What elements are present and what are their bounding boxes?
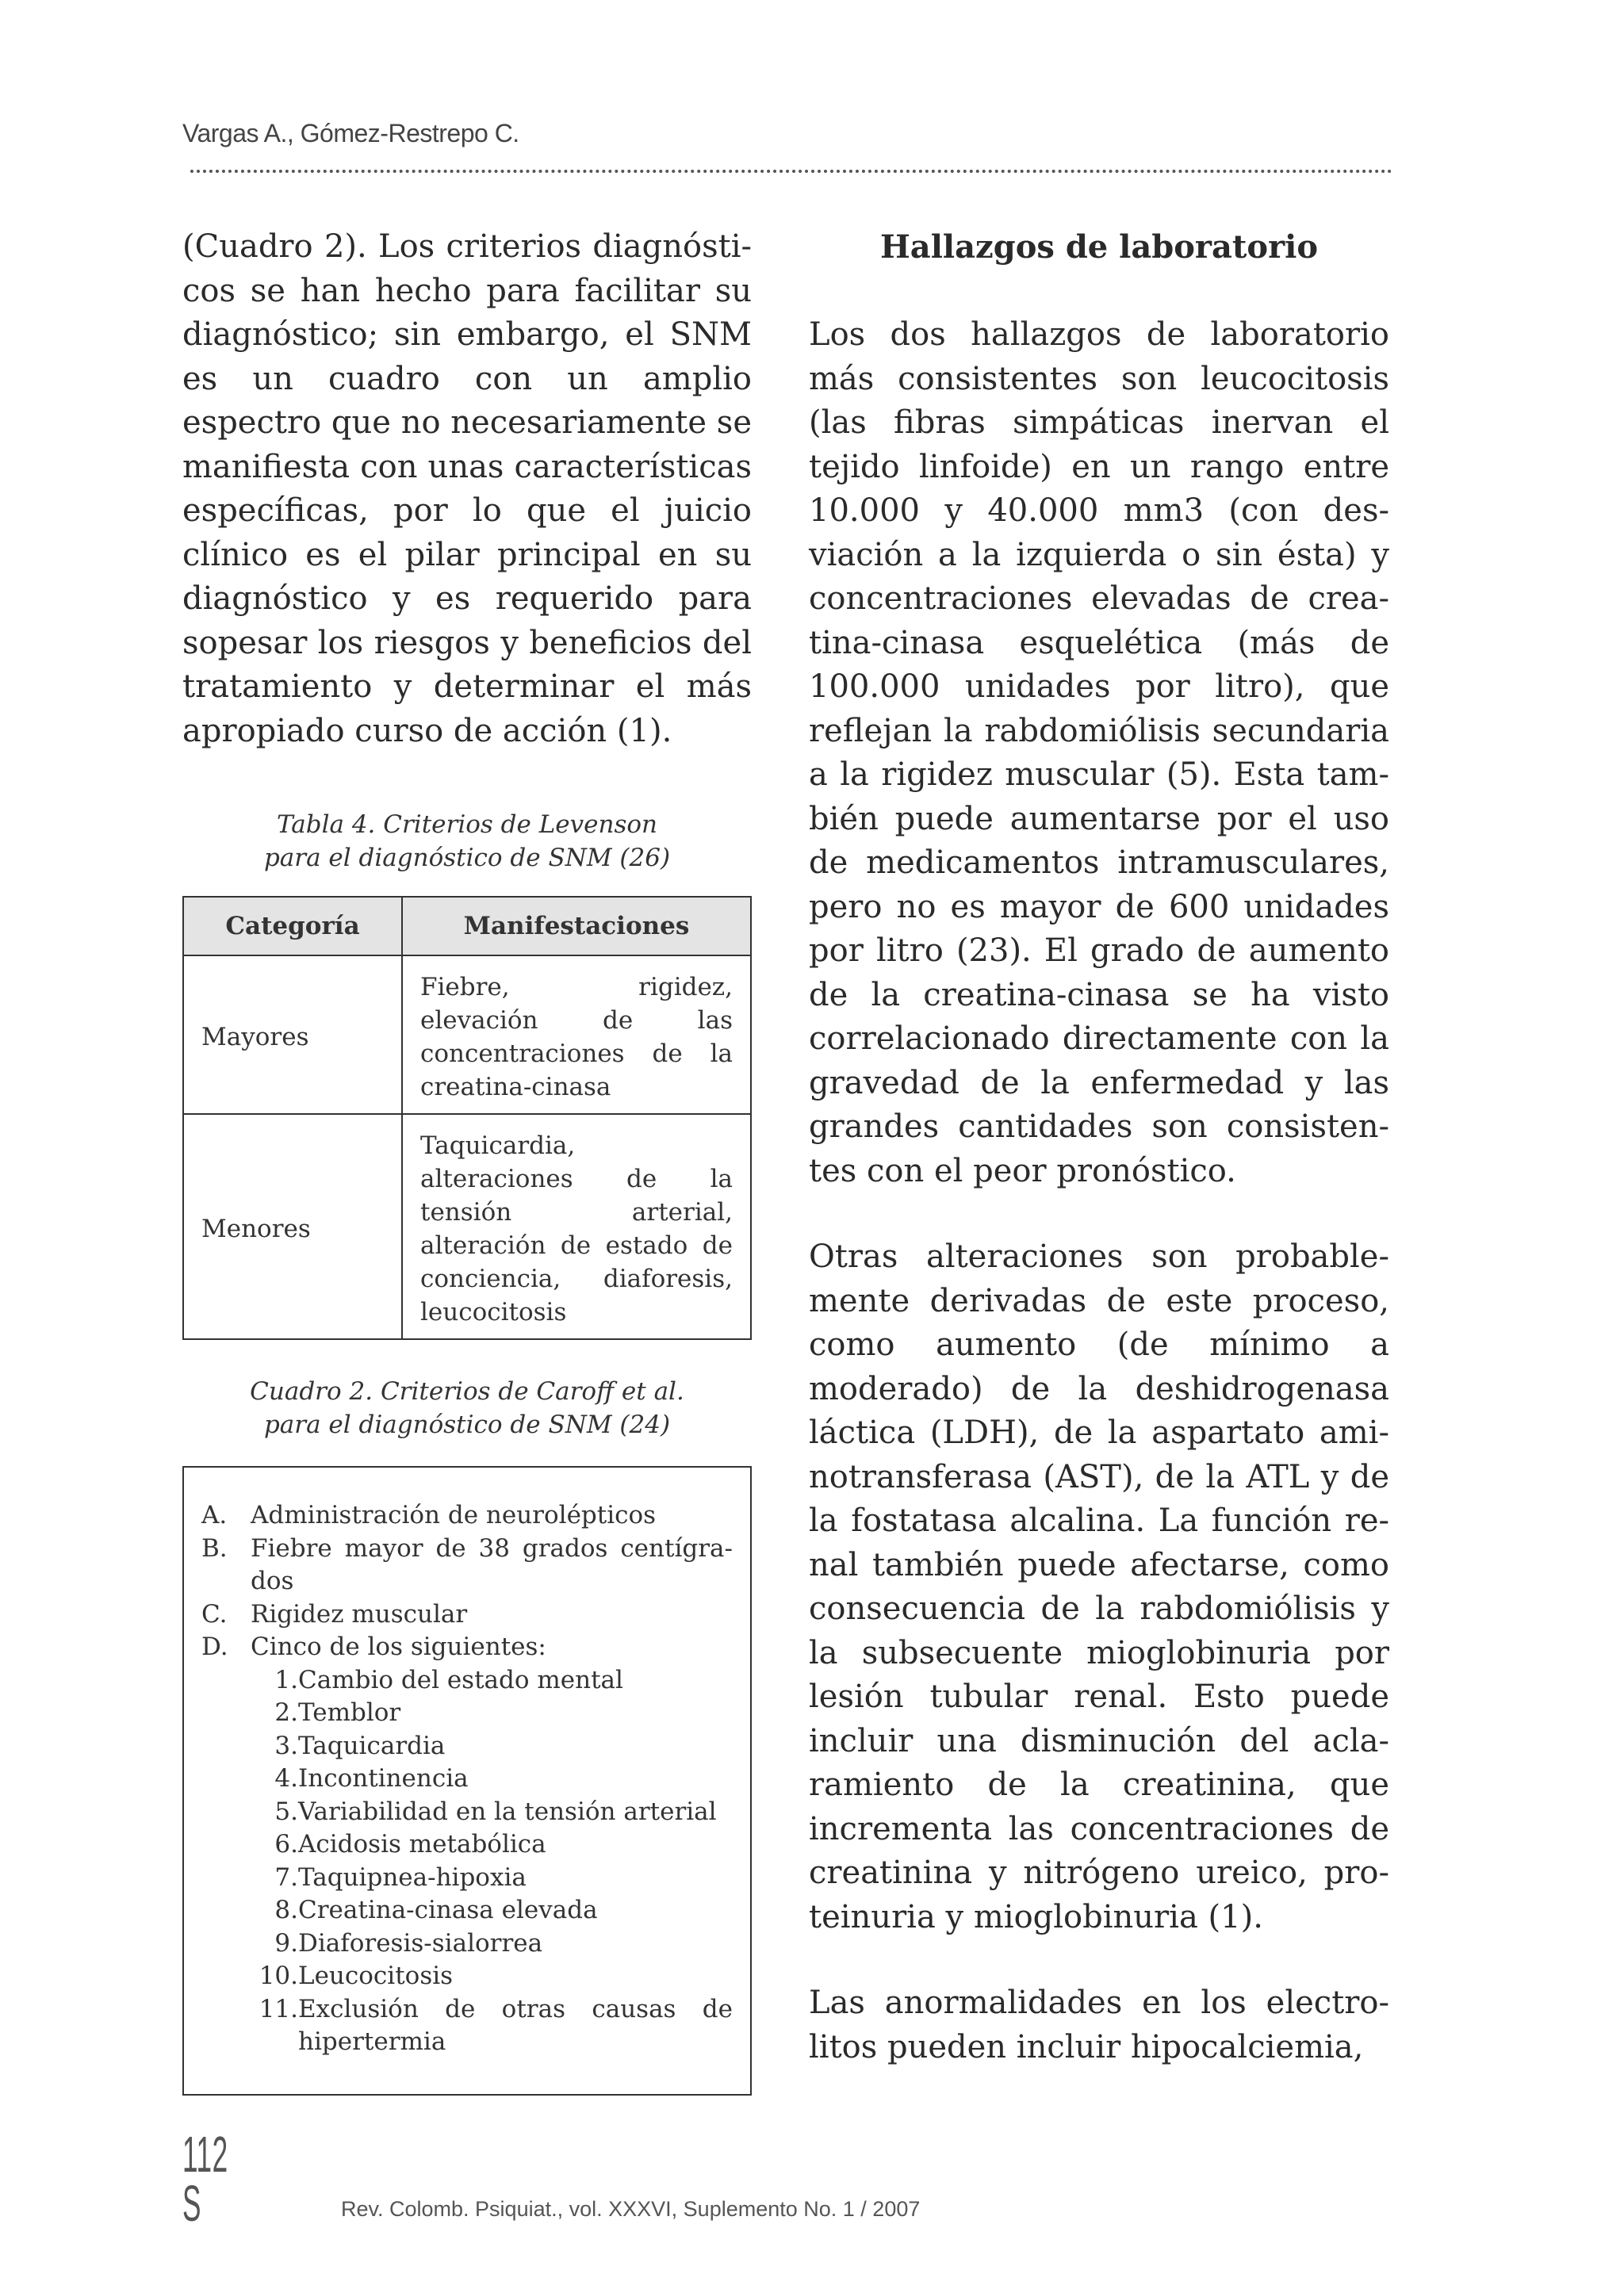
- sub-criterion-number: 4.: [274, 1764, 298, 1793]
- list-item: [201, 1828, 733, 1862]
- criterion-letter: A.: [201, 1501, 228, 1529]
- criterion-text: Fiebre mayor de 38 grados centígrados: [251, 1533, 733, 1595]
- cell-categoria-mayores: Mayores: [183, 955, 402, 1114]
- sub-criterion-number: 8.: [274, 1896, 298, 1924]
- sub-criterion-text: Taquicardia: [298, 1731, 446, 1760]
- sub-criterion-text: Leucocitosis: [298, 1962, 454, 1990]
- sub-criterion-text: Variabilidad en la tensión arterial: [298, 1797, 717, 1826]
- header-divider: [190, 170, 1392, 173]
- journal-reference: Rev. Colomb. Psiquiat., vol. XXXVI, Suplemento No. 1 / 2007: [341, 2197, 921, 2221]
- sub-criterion-text: Diaforesis-sialorrea: [298, 1928, 543, 1958]
- sub-criterion-text: Temblor: [298, 1698, 401, 1727]
- list-item: [201, 1664, 733, 1698]
- cuadro2-caption-line2: para el diagnóstico de SNM (24): [263, 1411, 671, 1439]
- tabla4-levenson: [182, 896, 752, 1340]
- list-item: [201, 1697, 733, 1730]
- sub-criterion-number: 2.: [274, 1698, 298, 1727]
- intro-paragraph: (Cuadro 2). Los criterios diagnósticos se han hecho para facilitar su diagnóstico; sin embargo, el SNM es un cuadro con un amplio espectro que no necesariamente se manifiesta con unas características específicas, por lo que el juicio clínico es el pilar principal en su diagnóstico y es requerido para sopesar los riesgos y beneficios del tratamiento y determinar el más apropiado curso de acción (1).: [182, 228, 752, 749]
- sub-criterion-text: Taquipnea-hipoxia: [298, 1862, 527, 1892]
- sub-criterion-text: Cambio del estado mental: [298, 1665, 623, 1694]
- sub-criterion-number: 5.: [274, 1797, 298, 1826]
- sub-criterion-number: 6.: [274, 1830, 298, 1859]
- sub-criterion-number: 9.: [274, 1928, 298, 1958]
- tabla4-caption-line2: para el diagnóstico de SNM (26): [263, 844, 671, 872]
- list-item: [201, 1763, 733, 1796]
- page-number: 112 S: [182, 2126, 228, 2232]
- sub-criterion-number: 11.: [259, 1994, 298, 2023]
- list-item: [201, 1796, 733, 1829]
- list-item: [201, 1894, 733, 1927]
- table-header-row: [183, 897, 751, 955]
- header-categoria: Categoría: [183, 897, 402, 955]
- table-row: [183, 1114, 751, 1339]
- criterion-letter: D.: [201, 1633, 228, 1661]
- running-head: Vargas A., Gómez-Restrepo C.: [182, 119, 519, 147]
- sub-criterion-number: 1.: [274, 1665, 298, 1694]
- list-item: [201, 1960, 733, 1993]
- criterion-text: Cinco de los siguientes:: [251, 1633, 546, 1661]
- list-item: [201, 1631, 733, 1664]
- criterion-text: Administración de neurolépticos: [251, 1501, 657, 1529]
- criterion-letter: B.: [201, 1533, 228, 1563]
- page-footer: [182, 2126, 921, 2232]
- left-column: [182, 225, 752, 2096]
- cuadro2-caption-line1: Cuadro 2. Criterios de Caroff et al.: [250, 1377, 684, 1406]
- list-item: [201, 1598, 733, 1632]
- list-item: [201, 1862, 733, 1895]
- cuadro2-caption: [182, 1375, 752, 1441]
- sub-criterion-number: 3.: [274, 1731, 298, 1760]
- list-item: [201, 1533, 733, 1598]
- tabla4-caption-line1: Tabla 4. Criterios de Levenson: [276, 810, 658, 839]
- criterion-letter: C.: [201, 1599, 228, 1629]
- criterion-text: Rigidez muscular: [251, 1599, 468, 1629]
- paragraph-electrolitos: Las anormalidades en los electrolitos pueden incluir hipocalciemia,: [809, 1985, 1389, 2065]
- sub-criterion-number: 7.: [274, 1862, 298, 1892]
- section-heading: Hallazgos de laboratorio: [879, 228, 1319, 266]
- sub-criterion-number: 10.: [259, 1962, 298, 1990]
- list-item: [201, 1927, 733, 1961]
- paragraph-laboratorio: Los dos hallazgos de laboratorio más consistentes son leucocitosis (las fibras simpáticas inervan el tejido linfoide) en un rango entre 10.000 y 40.000 mm3 (con desviación a la izquierda o sin ésta) y concentraciones elevadas de creatina-cinasa esquelética (más de 100.000 unidades por litro), que reflejan la rabdomiólisis secundaria a la rigidez muscular (5). Esta también puede aumentarse por el uso de medicamentos intramusculares, pero no es mayor de 600 unidades por litro (23). El grado de aumento de la creatina-cinasa se ha visto correlacionado directamente con la gravedad de la enfermedad y las grandes cantidades son consistentes con el peor pronóstico.: [809, 316, 1389, 1189]
- cell-manifestaciones-mayores: Fiebre, rigidez, elevación de las concentraciones de la creatina-cinasa: [402, 955, 751, 1114]
- right-column: [809, 225, 1389, 2111]
- cuadro2-caroff-box: [182, 1466, 752, 2096]
- cell-manifestaciones-menores: Taquicardia, alteraciones de la tensión arterial, alteración de estado de conciencia, diaforesis, leucocitosis: [402, 1114, 751, 1339]
- list-item: [201, 1730, 733, 1763]
- sub-criterion-text: Creatina-cinasa elevada: [298, 1896, 598, 1924]
- table-row: [183, 955, 751, 1114]
- cell-categoria-menores: Menores: [183, 1114, 402, 1339]
- sub-criterion-text: Exclusión de otras causas de hipertermia: [298, 1994, 733, 2056]
- list-item: [201, 1499, 733, 1533]
- sub-criterion-text: Acidosis metabólica: [298, 1830, 546, 1859]
- list-item: [201, 1993, 733, 2059]
- sub-criterion-text: Incontinencia: [298, 1764, 469, 1793]
- tabla4-caption: [182, 808, 752, 875]
- paragraph-otras-alteraciones: Otras alteraciones son probablemente derivadas de este proceso, como aumento (de mínimo a moderado) de la deshidrogenasa láctica (LDH), de la aspartato aminotransferasa (AST), de la ATL y de la fostatasa alcalina. La función renal también puede afectarse, como consecuencia de la rabdomiólisis y la subsecuente mioglobinuria por lesión tubular renal. Esto puede incluir una disminución del aclaramiento de la creatinina, que incrementa las concentraciones de creatinina y nitrógeno ureico, proteinuria y mioglobinuria (1).: [809, 1238, 1389, 1935]
- header-manifestaciones: Manifestaciones: [402, 897, 751, 955]
